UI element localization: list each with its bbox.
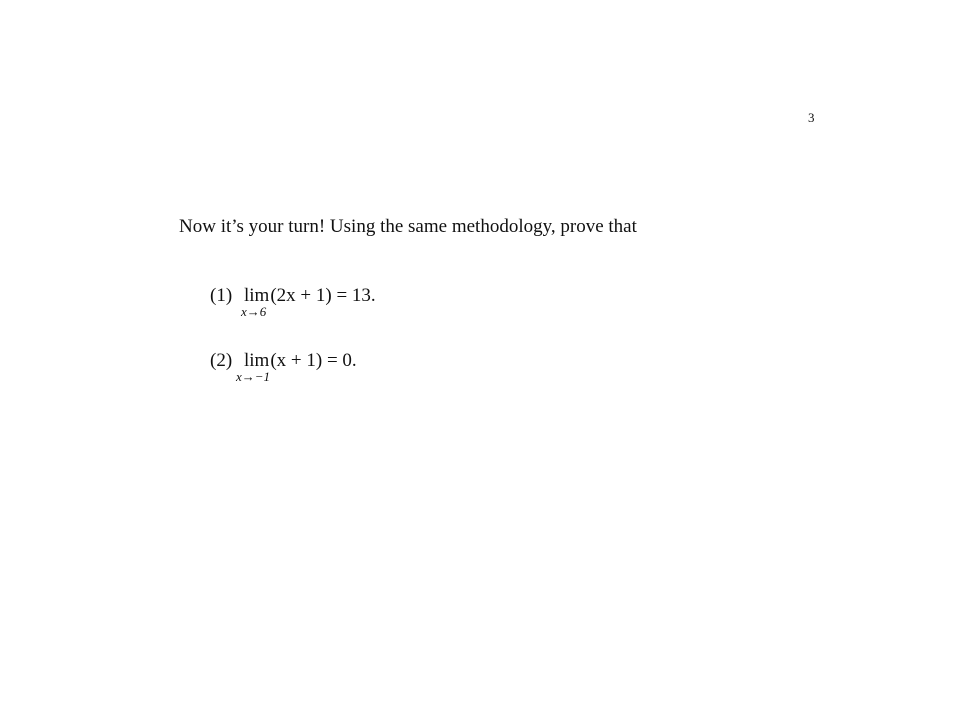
problem-2	[210, 350, 357, 384]
problem-number: (2)	[210, 350, 233, 371]
intro-text: Now it’s your turn! Using the same methodology, prove that	[179, 216, 637, 237]
limit-subscript: x→−1	[236, 369, 271, 384]
problem-number: (1)	[210, 285, 233, 306]
limit-expression: (2x + 1) = 13.	[270, 285, 376, 306]
limit-expression: (x + 1) = 0.	[270, 350, 357, 371]
limit-label: lim	[244, 350, 270, 371]
page-number: 3	[808, 110, 815, 125]
limit-operator	[241, 285, 270, 319]
limit-label: lim	[244, 285, 270, 306]
limit-operator	[236, 350, 271, 384]
limit-subscript: x→6	[241, 304, 267, 319]
problem-1	[210, 285, 376, 319]
